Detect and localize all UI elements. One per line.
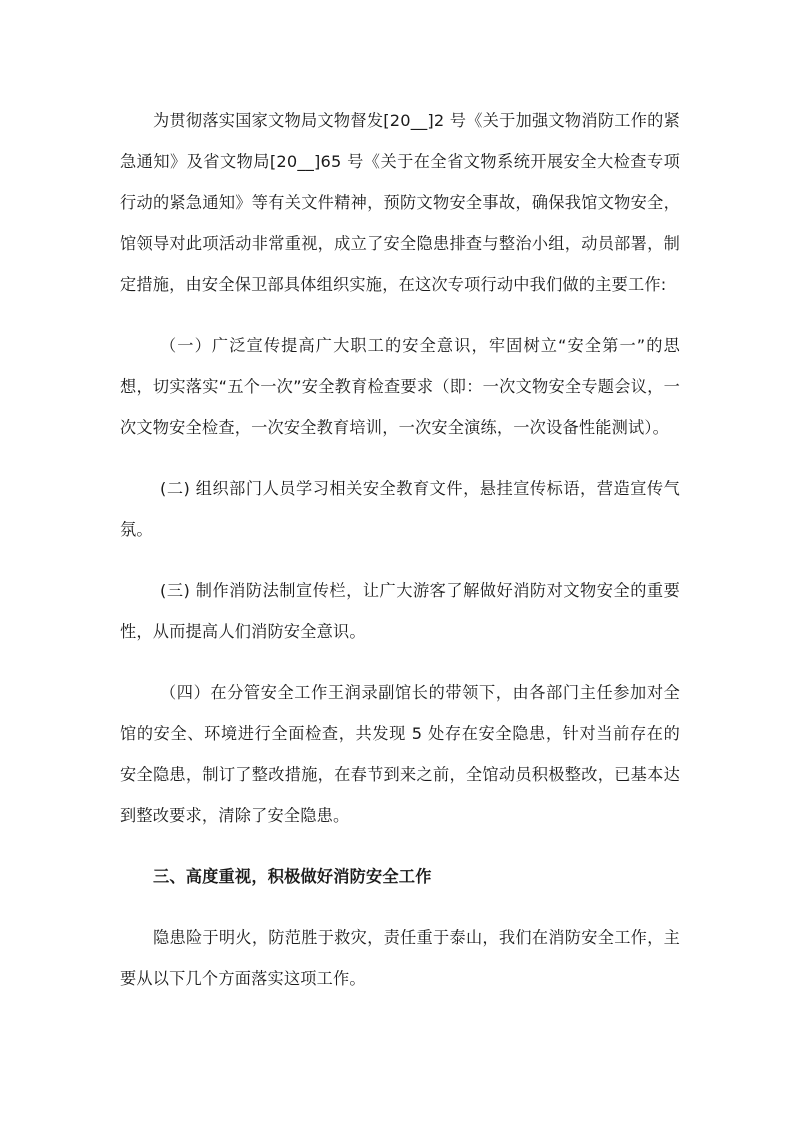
document-page bbox=[120, 100, 680, 999]
item-four-paragraph: （四）在分管安全工作王润录副馆长的带领下，由各部门主任参加对全馆的安全、环境进行全面检查，共发现 5 处存在安全隐患，针对当前存在的安全隐患，制订了整改措施，在春节到来之前，全馆动员积极整改，已基本达到整改要求，清除了安全隐患。 bbox=[120, 683, 680, 825]
intro-paragraph: 为贯彻落实国家文物局文物督发[20__]2 号《关于加强文物消防工作的紧急通知》及省文物局[20__]65 号《关于在全省文物系统开展安全大检查专项行动的紧急通知》等有关文件精神，预防文物安全事故，确保我馆文物安全，馆领导对此项活动非常重视，成立了安全隐患排查与整治小组，动员部署，制定措施，由安全保卫部具体组织实施，在这次专项行动中我们做的主要工作: bbox=[120, 111, 680, 294]
item-three-paragraph: (三) 制作消防法制宣传栏，让广大游客了解做好消防对文物安全的重要性，从而提高人们消防安全意识。 bbox=[120, 581, 680, 641]
item-one-paragraph: （一）广泛宣传提高广大职工的安全意识，牢固树立“安全第一”的思想，切实落实“五个一次”安全教育检查要求（即：一次文物安全专题会议，一次文物安全检查，一次安全教育培训，一次安全演练，一次设备性能测试）。 bbox=[120, 336, 680, 437]
section-three-heading: 三、高度重视，积极做好消防安全工作 bbox=[153, 867, 432, 886]
item-two-paragraph: (二) 组织部门人员学习相关安全教育文件，悬挂宣传标语，营造宣传气氛。 bbox=[120, 479, 680, 539]
closing-paragraph: 隐患险于明火，防范胜于救灾，责任重于泰山，我们在消防安全工作，主要从以下几个方面落实这项工作。 bbox=[120, 928, 680, 988]
